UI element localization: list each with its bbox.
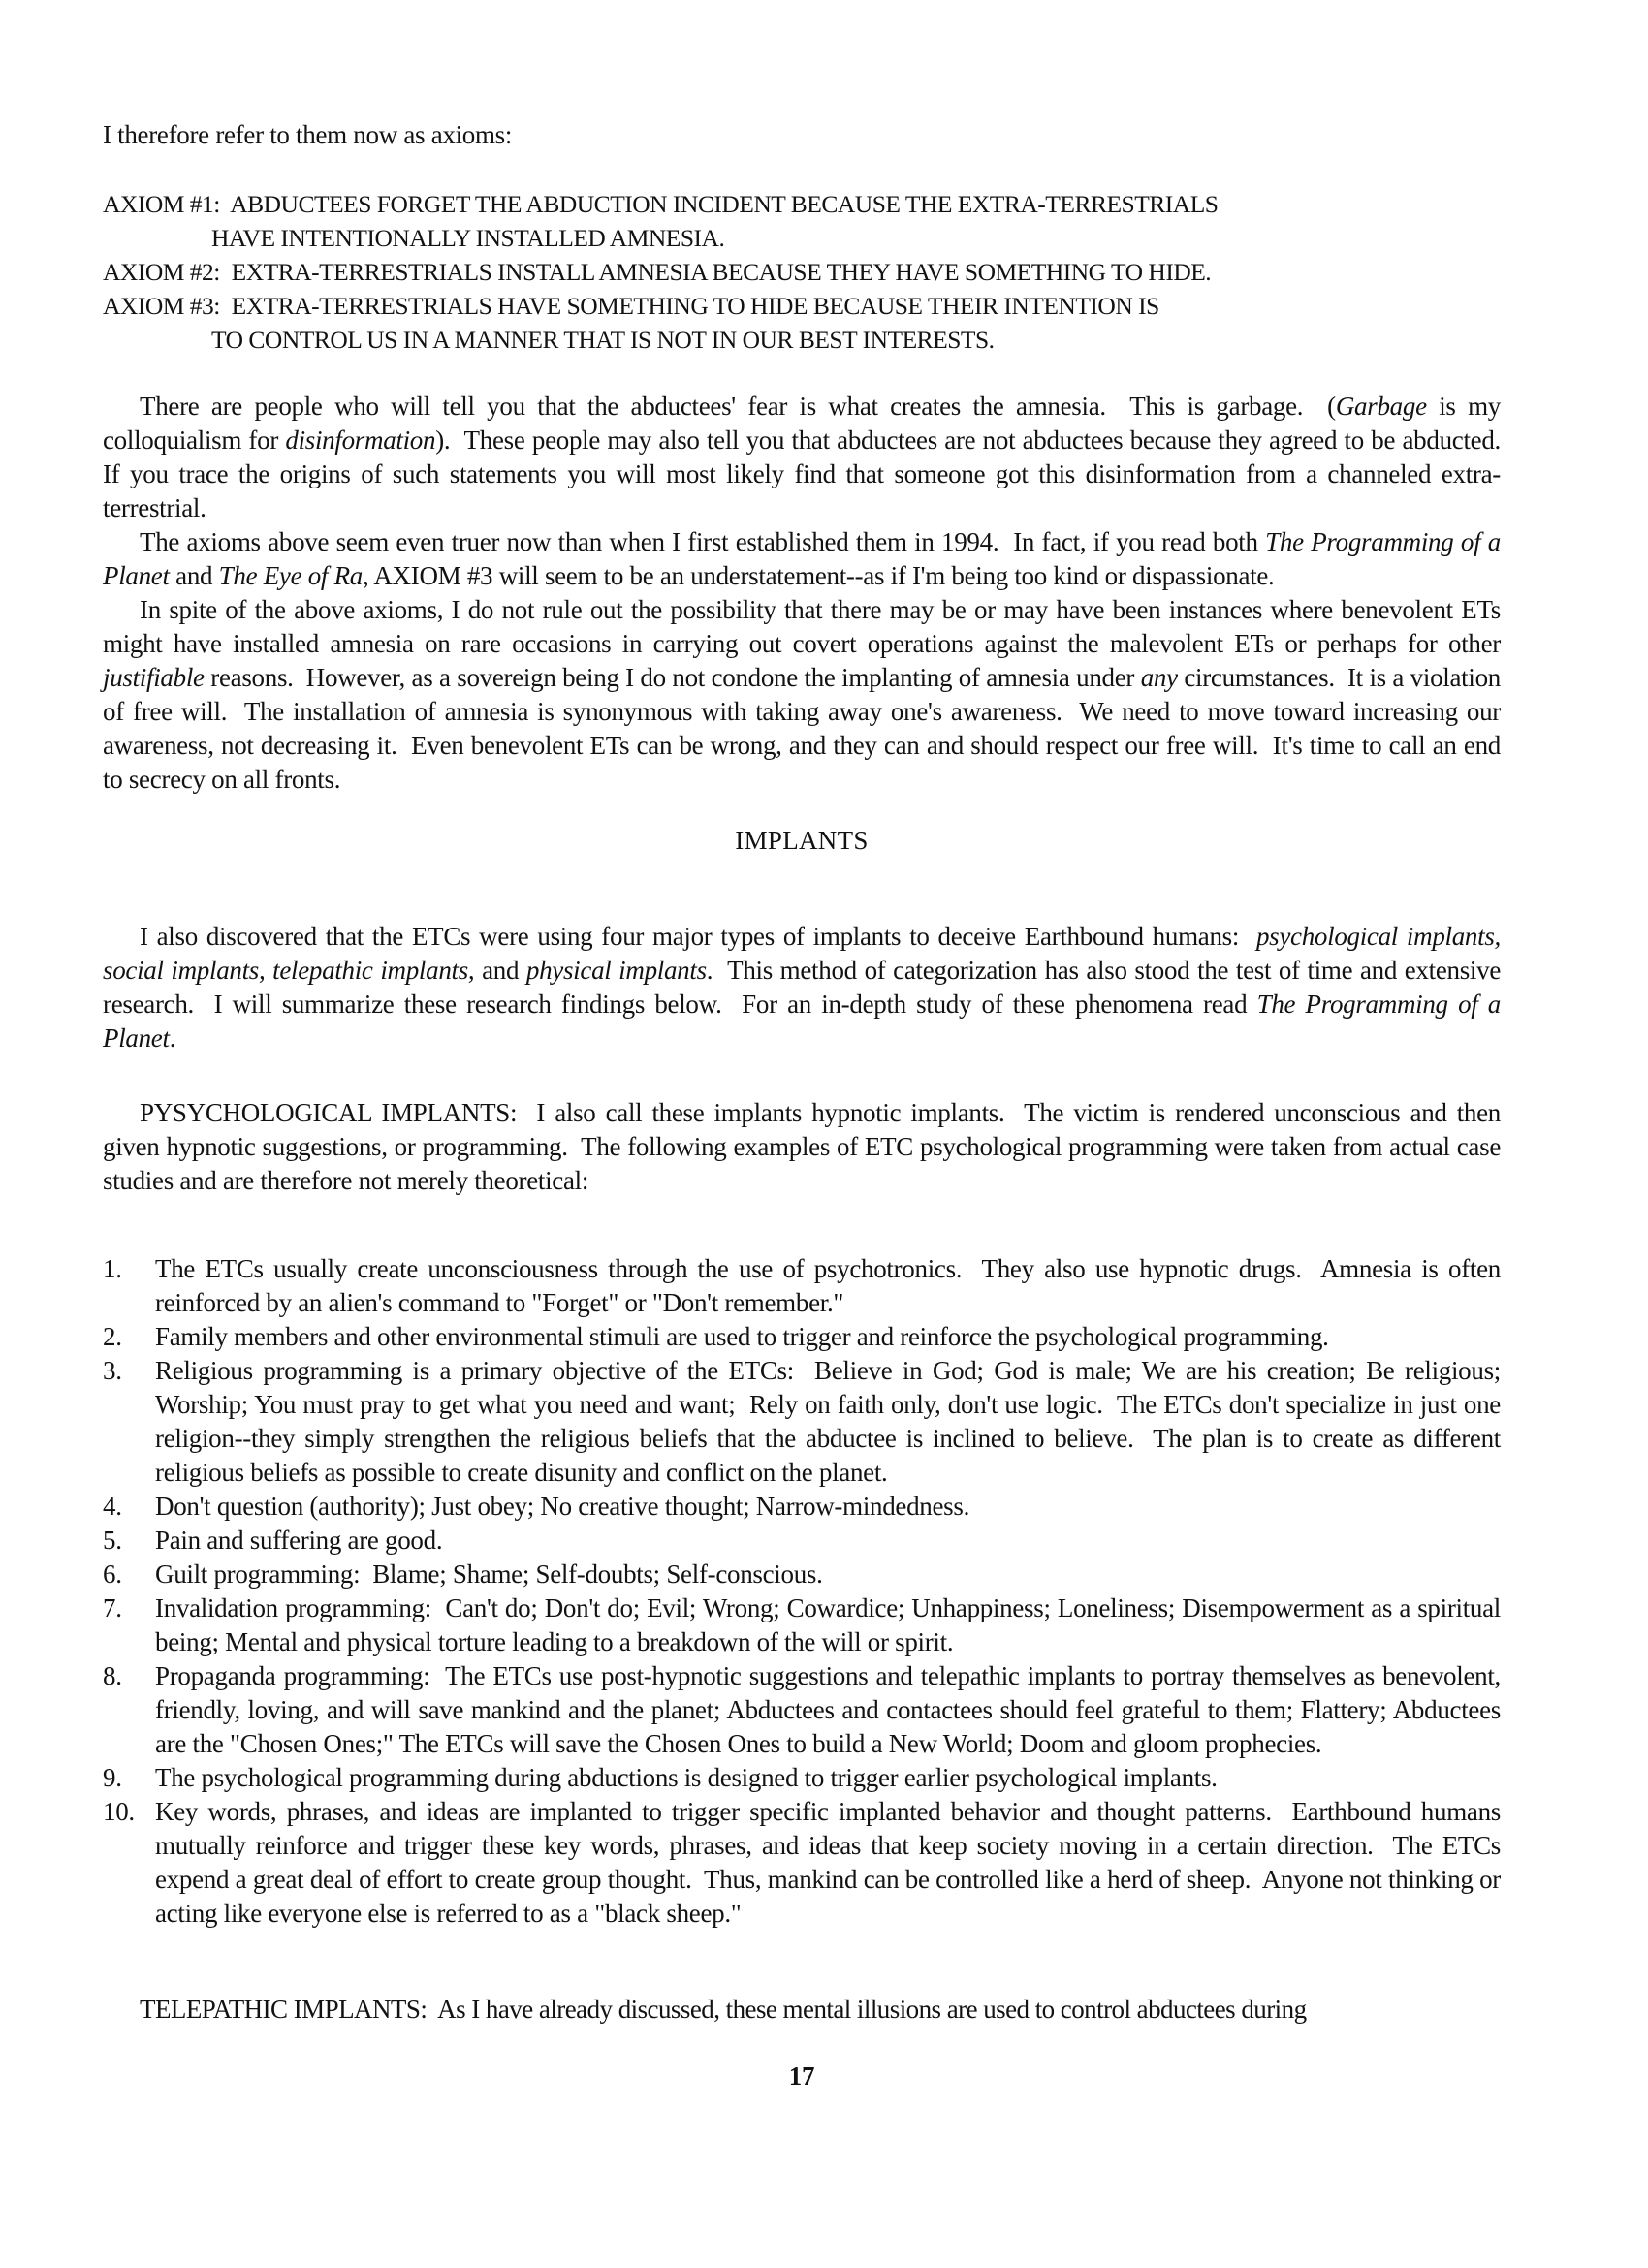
body-text: , AXIOM #3 will seem to be an understatement--as if I'm being too kind or dispassionate. <box>362 561 1275 590</box>
body-section-1 <box>103 390 1513 797</box>
body-text: . This method of categorization has also stood the test of time and extensive research. I will summarize these research findings below. For an in-depth study of these phenomena read <box>103 956 1507 1019</box>
body-text: . <box>169 1024 176 1053</box>
axiom-line: AXIOM #1: ABDUCTEES FORGET THE ABDUCTION INCIDENT BECAUSE THE EXTRA-TERRESTRIALS <box>103 190 1219 218</box>
axiom-item <box>103 289 1501 357</box>
list-item <box>103 1558 1501 1591</box>
implants-heading: IMPLANTS <box>735 826 869 855</box>
body-text: ). These people may also tell you that abductees are not abductees because they agreed to be abducted. If you trace the origins of such statements you will most likely find that someone got this disinformation from a channeled extra-terrestrial. <box>103 425 1513 522</box>
list-item-text: Religious programming is a primary objective of the ETCs: Believe in God; God is male; We are his creation; Be religious; Worship; You must pray to get what you need and want; Rely on faith only, don't use logic. The ETCs don't specialize in just one religion--they simply strengthen the religious beliefs that the abductee is inclined to believe. The plan is to create as different religious beliefs as possible to create disunity and conflict on the planet. <box>155 1356 1507 1487</box>
axiom-item <box>103 255 1501 289</box>
axiom-line: HAVE INTENTIONALLY INSTALLED AMNESIA. <box>211 224 725 252</box>
body-text: circumstances. It is a violation of free will. The installation of amnesia is synonymous with taking away one's awareness. We need to move toward increasing our awareness, not decreasing it. Even benevolent ETs can be wrong, and they can and should respect our free will. It's time to call an end to secrecy on all fronts. <box>103 663 1507 794</box>
italic-text: justifiable <box>103 663 205 692</box>
axiom-line: TO CONTROL US IN A MANNER THAT IS NOT IN OUR BEST INTERESTS. <box>211 326 995 354</box>
body-text: In spite of the above axioms, I do not rule out the possibility that there may be or may have been instances where benevolent ETs might have installed amnesia on rare occasions in carrying out covert operations against the malevolent ETs or perhaps for other <box>103 595 1507 658</box>
italic-text: psychological implants, social implants, telepathic implants, <box>103 922 1507 985</box>
list-item <box>103 1252 1507 1320</box>
axiom-item <box>103 187 1501 255</box>
list-item-number: 7. <box>103 1593 122 1622</box>
list-item-text: Pain and suffering are good. <box>155 1526 443 1555</box>
list-item <box>103 1354 1507 1490</box>
list-item-number: 1. <box>103 1254 122 1283</box>
paragraph <box>103 1993 1501 2027</box>
body-text: is my colloquialism for <box>103 392 1507 455</box>
list-item-number: 10. <box>103 1797 135 1826</box>
list-item-text: Propaganda programming: The ETCs use post-hypnotic suggestions and telepathic implants to portray themselves as benevolent, friendly, loving, and will save mankind and the planet; Abductees and contactees should feel grateful to them; Flattery; Abductees are the "Chosen Ones;" The ETCs will save the Chosen Ones to build a New World; Doom and gloom prophecies. <box>155 1661 1507 1758</box>
list-item <box>103 1659 1507 1761</box>
body-text: TELEPATHIC IMPLANTS: As I have already discussed, these mental illusions are used to control abductees during <box>140 1995 1307 2024</box>
italic-text: The Eye of Ra <box>218 561 363 590</box>
list-item-number: 5. <box>103 1526 122 1555</box>
body-text: I also discovered that the ETCs were using four major types of implants to deceive Earthbound humans: <box>140 922 1256 951</box>
body-text: There are people who will tell you that the abductees' fear is what creates the amnesia. This is garbage. ( <box>140 392 1336 421</box>
list-item <box>103 1524 1501 1558</box>
paragraph <box>103 525 1507 593</box>
list-item-number: 2. <box>103 1322 122 1351</box>
list-item <box>103 1761 1501 1795</box>
list-item <box>103 1320 1501 1354</box>
body-text: and <box>474 956 526 985</box>
paragraph <box>103 593 1507 797</box>
body-section-2 <box>103 920 1507 1198</box>
list-item <box>103 1591 1507 1659</box>
body-text: and <box>169 561 219 590</box>
italic-text: Garbage <box>1335 392 1427 421</box>
italic-text: any <box>1140 663 1178 692</box>
numbered-list <box>103 1252 1507 1931</box>
axiom-line: AXIOM #2: EXTRA-TERRESTRIALS INSTALL AMNESIA BECAUSE THEY HAVE SOMETHING TO HIDE. <box>103 258 1212 286</box>
list-item <box>103 1795 1507 1931</box>
list-item-text: The psychological programming during abductions is designed to trigger earlier psychological implants. <box>155 1763 1218 1792</box>
italic-text: The Programming of a Planet <box>103 527 1507 590</box>
list-item-number: 8. <box>103 1661 122 1690</box>
page-number: 17 <box>788 2062 815 2091</box>
paragraph <box>103 920 1507 1055</box>
paragraph <box>103 1096 1507 1198</box>
list-item-text: Guilt programming: Blame; Shame; Self-doubts; Self-conscious. <box>155 1559 823 1589</box>
list-item-number: 6. <box>103 1559 122 1589</box>
italic-text: disinformation <box>285 425 436 455</box>
closing-section <box>103 1993 1501 2027</box>
list-item-text: Key words, phrases, and ideas are implanted to trigger specific implanted behavior and thought patterns. Earthbound humans mutually reinforce and trigger these key words, phrases, and ideas that keep society moving in a certain direction. The ETCs expend a great deal of effort to create group thought. Thus, mankind can be controlled like a herd of sheep. Anyone not thinking or acting like everyone else is referred to as a "black sheep." <box>155 1797 1507 1928</box>
italic-text: The Programming of a Planet <box>103 990 1507 1053</box>
body-text: PYSYCHOLOGICAL IMPLANTS: I also call these implants hypnotic implants. The victim is rendered unconscious and then given hypnotic suggestions, or programming. The following examples of ETC psychological programming were taken from actual case studies and are therefore not merely theoretical: <box>103 1098 1507 1195</box>
list-item-number: 4. <box>103 1492 122 1521</box>
intro-paragraph: I therefore refer to them now as axioms: <box>103 120 513 149</box>
axioms-block <box>103 187 1501 357</box>
paragraph <box>103 390 1513 525</box>
body-text: reasons. However, as a sovereign being I do not condone the implanting of amnesia under <box>204 663 1141 692</box>
list-item-number: 9. <box>103 1763 122 1792</box>
list-item-text: The ETCs usually create unconsciousness through the use of psychotronics. They also use hypnotic drugs. Amnesia is often reinforced by an alien's command to "Forget" or "Don't remember." <box>155 1254 1507 1317</box>
list-item-text: Don't question (authority); Just obey; No creative thought; Narrow-mindedness. <box>155 1492 970 1521</box>
list-item <box>103 1490 1501 1524</box>
italic-text: physical implants <box>525 956 707 985</box>
list-item-text: Invalidation programming: Can't do; Don't do; Evil; Wrong; Cowardice; Unhappiness; Loneliness; Disempowerment as a spiritual being; Mental and physical torture leading to a breakdown of the will or spirit. <box>155 1593 1507 1656</box>
axiom-line: AXIOM #3: EXTRA-TERRESTRIALS HAVE SOMETHING TO HIDE BECAUSE THEIR INTENTION IS <box>103 292 1159 320</box>
list-item-number: 3. <box>103 1356 122 1385</box>
list-item-text: Family members and other environmental stimuli are used to trigger and reinforce the psychological programming. <box>155 1322 1329 1351</box>
body-text: The axioms above seem even truer now than when I first established them in 1994. In fact, if you read both <box>140 527 1266 556</box>
